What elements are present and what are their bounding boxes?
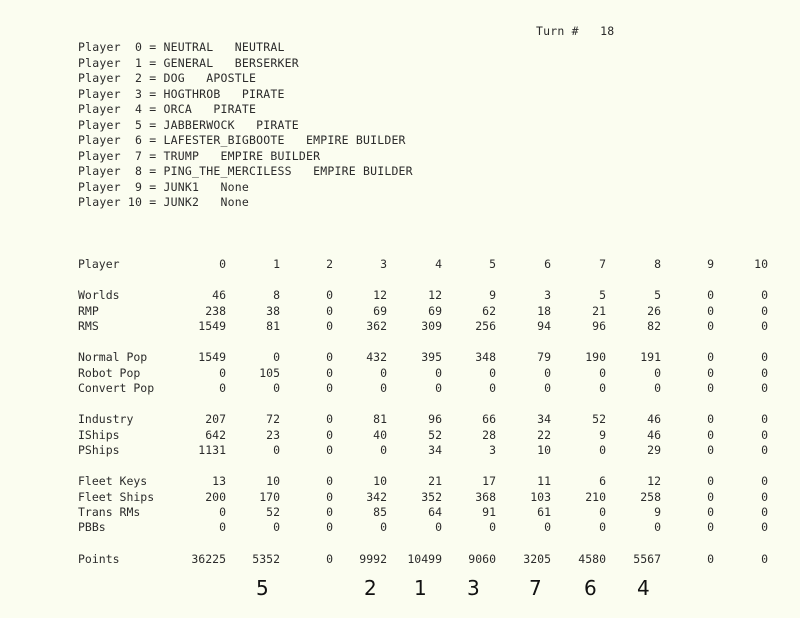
table-row: [0, 519, 800, 535]
cell: 1549: [198, 319, 226, 333]
table-row: [0, 442, 800, 458]
cell: 9: [654, 505, 661, 519]
table-row: [0, 303, 800, 319]
cell: 12: [647, 474, 661, 488]
cell: 0: [326, 381, 333, 395]
cell: 9: [707, 257, 714, 271]
cell: 1: [273, 257, 280, 271]
cell: 52: [428, 428, 442, 442]
table-row: [0, 318, 800, 334]
cell: 52: [592, 412, 606, 426]
cell: 0: [326, 412, 333, 426]
cell: 0: [707, 428, 714, 442]
cell: 0: [544, 381, 551, 395]
cell: 0: [761, 443, 768, 457]
row-label: IShips: [78, 428, 120, 442]
cell: 5: [489, 257, 496, 271]
table-row: [0, 287, 800, 303]
cell: 0: [273, 350, 280, 364]
cell: 81: [373, 412, 387, 426]
cell: 3: [380, 257, 387, 271]
cell: 61: [537, 505, 551, 519]
row-label: RMP: [78, 304, 99, 318]
cell: 9060: [468, 552, 496, 566]
cell: 69: [428, 304, 442, 318]
cell: 0: [707, 412, 714, 426]
cell: 22: [537, 428, 551, 442]
cell: 18: [537, 304, 551, 318]
cell: 0: [761, 505, 768, 519]
handwritten-rank: 3: [467, 576, 480, 600]
cell: 0: [761, 520, 768, 534]
cell: 0: [761, 304, 768, 318]
cell: 0: [599, 520, 606, 534]
cell: 79: [537, 350, 551, 364]
table-row: [0, 489, 800, 505]
row-label: Player: [78, 257, 120, 271]
cell: 9: [599, 428, 606, 442]
cell: 0: [761, 428, 768, 442]
cell: 200: [205, 490, 226, 504]
cell: 0: [326, 474, 333, 488]
cell: 103: [530, 490, 551, 504]
cell: 85: [373, 505, 387, 519]
table-row: [0, 427, 800, 443]
row-label: Worlds: [78, 288, 120, 302]
cell: 21: [592, 304, 606, 318]
cell: 26: [647, 304, 661, 318]
cell: 6: [544, 257, 551, 271]
cell: 0: [707, 520, 714, 534]
cell: 96: [592, 319, 606, 333]
cell: 191: [640, 350, 661, 364]
cell: 1549: [198, 350, 226, 364]
cell: 0: [707, 304, 714, 318]
cell: 0: [654, 366, 661, 380]
cell: 348: [475, 350, 496, 364]
header-row: [0, 256, 800, 272]
cell: 5: [654, 288, 661, 302]
cell: 72: [266, 412, 280, 426]
cell: 0: [707, 350, 714, 364]
cell: 0: [761, 350, 768, 364]
cell: 0: [489, 381, 496, 395]
cell: 258: [640, 490, 661, 504]
cell: 0: [707, 366, 714, 380]
cell: 0: [599, 381, 606, 395]
cell: 0: [219, 257, 226, 271]
cell: 0: [707, 381, 714, 395]
player-line: Player 10 = JUNK2 None: [78, 195, 249, 209]
cell: 256: [475, 319, 496, 333]
cell: 0: [326, 520, 333, 534]
cell: 0: [707, 474, 714, 488]
cell: 8: [654, 257, 661, 271]
cell: 5567: [633, 552, 661, 566]
player-line: Player 5 = JABBERWOCK PIRATE: [78, 117, 299, 132]
cell: 46: [212, 288, 226, 302]
cell: 91: [482, 505, 496, 519]
cell: 0: [761, 490, 768, 504]
cell: 0: [219, 366, 226, 380]
cell: 238: [205, 304, 226, 318]
table-row: [0, 504, 800, 520]
cell: 0: [380, 366, 387, 380]
handwritten-rank: 5: [256, 576, 269, 600]
cell: 0: [761, 366, 768, 380]
cell: 6: [599, 474, 606, 488]
cell: 11: [537, 474, 551, 488]
cell: 34: [428, 443, 442, 457]
cell: 368: [475, 490, 496, 504]
cell: 0: [761, 474, 768, 488]
player-line: Player 2 = DOG APOSTLE: [78, 71, 257, 85]
cell: 0: [326, 288, 333, 302]
cell: 3: [489, 443, 496, 457]
cell: 38: [266, 304, 280, 318]
cell: 642: [205, 428, 226, 442]
cell: 0: [435, 381, 442, 395]
cell: 40: [373, 428, 387, 442]
cell: 170: [259, 490, 280, 504]
cell: 0: [707, 288, 714, 302]
cell: 1131: [198, 443, 226, 457]
cell: 0: [761, 381, 768, 395]
cell: 0: [544, 366, 551, 380]
cell: 9992: [359, 552, 387, 566]
cell: 0: [435, 520, 442, 534]
cell: 29: [647, 443, 661, 457]
cell: 0: [326, 350, 333, 364]
player-line: Player 8 = PING_THE_MERCILESS EMPIRE BUILDER: [78, 164, 413, 178]
cell: 0: [326, 319, 333, 333]
row-label: Trans RMs: [78, 505, 141, 519]
player-line: Player 7 = TRUMP EMPIRE BUILDER: [78, 148, 321, 163]
cell: 0: [380, 381, 387, 395]
cell: 46: [647, 428, 661, 442]
cell: 4: [435, 257, 442, 271]
cell: 0: [544, 520, 551, 534]
cell: 62: [482, 304, 496, 318]
cell: 96: [428, 412, 442, 426]
handwritten-rank: 1: [414, 576, 427, 600]
row-label: Normal Pop: [78, 350, 148, 364]
cell: 309: [421, 319, 442, 333]
cell: 52: [266, 505, 280, 519]
handwritten-rank: 4: [637, 576, 650, 600]
cell: 10: [266, 474, 280, 488]
row-label: Fleet Keys: [78, 474, 148, 488]
cell: 105: [259, 366, 280, 380]
cell: 0: [326, 552, 333, 566]
cell: 0: [273, 381, 280, 395]
cell: 36225: [191, 552, 226, 566]
cell: 0: [326, 428, 333, 442]
cell: 0: [219, 505, 226, 519]
cell: 352: [421, 490, 442, 504]
cell: 0: [380, 520, 387, 534]
cell: 28: [482, 428, 496, 442]
table-row: [0, 349, 800, 365]
cell: 9: [489, 288, 496, 302]
row-label: Robot Pop: [78, 366, 141, 380]
table-row: [0, 411, 800, 427]
cell: 23: [266, 428, 280, 442]
cell: 17: [482, 474, 496, 488]
cell: 8: [273, 288, 280, 302]
cell: 46: [647, 412, 661, 426]
cell: 0: [326, 505, 333, 519]
cell: 4580: [578, 552, 606, 566]
cell: 10499: [407, 552, 442, 566]
player-line: Player 6 = LAFESTER_BIGBOOTE EMPIRE BUILDER: [78, 133, 406, 147]
cell: 0: [219, 381, 226, 395]
cell: 0: [326, 304, 333, 318]
cell: 10: [537, 443, 551, 457]
cell: 34: [537, 412, 551, 426]
player-line: Player 0 = NEUTRAL NEUTRAL: [78, 40, 285, 54]
cell: 21: [428, 474, 442, 488]
cell: 0: [273, 443, 280, 457]
cell: 0: [326, 443, 333, 457]
cell: 0: [761, 552, 768, 566]
cell: 82: [647, 319, 661, 333]
cell: 0: [707, 552, 714, 566]
cell: 0: [707, 443, 714, 457]
cell: 362: [366, 319, 387, 333]
cell: 0: [599, 443, 606, 457]
table-row: [0, 365, 800, 381]
table-row: [0, 473, 800, 489]
cell: 190: [585, 350, 606, 364]
row-label: PBBs: [78, 520, 106, 534]
cell: 0: [435, 366, 442, 380]
handwritten-rank: 6: [584, 576, 597, 600]
cell: 432: [366, 350, 387, 364]
cell: 0: [654, 520, 661, 534]
cell: 0: [654, 381, 661, 395]
handwritten-rank: 2: [364, 576, 377, 600]
row-label: Fleet Ships: [78, 490, 155, 504]
cell: 0: [599, 366, 606, 380]
cell: 5: [599, 288, 606, 302]
cell: 0: [707, 490, 714, 504]
cell: 69: [373, 304, 387, 318]
cell: 0: [761, 319, 768, 333]
cell: 0: [380, 443, 387, 457]
cell: 3205: [523, 552, 551, 566]
cell: 13: [212, 474, 226, 488]
cell: 0: [273, 520, 280, 534]
cell: 342: [366, 490, 387, 504]
cell: 12: [373, 288, 387, 302]
cell: 10: [754, 257, 768, 271]
cell: 66: [482, 412, 496, 426]
cell: 0: [707, 505, 714, 519]
cell: 3: [544, 288, 551, 302]
cell: 395: [421, 350, 442, 364]
player-line: Player 9 = JUNK1 None: [78, 179, 249, 194]
cell: 81: [266, 319, 280, 333]
cell: 10: [373, 474, 387, 488]
cell: 5352: [252, 552, 280, 566]
cell: 0: [761, 288, 768, 302]
cell: 0: [599, 505, 606, 519]
player-line: Player 1 = GENERAL BERSERKER: [78, 55, 299, 70]
table-row: [0, 551, 800, 567]
player-line: Player 4 = ORCA PIRATE: [78, 102, 257, 116]
cell: 2: [326, 257, 333, 271]
row-label: Convert Pop: [78, 381, 155, 395]
player-line: Player 3 = HOGTHROB PIRATE: [78, 86, 285, 101]
cell: 0: [761, 412, 768, 426]
cell: 0: [326, 490, 333, 504]
handwritten-rank: 7: [529, 576, 542, 600]
cell: 7: [599, 257, 606, 271]
cell: 0: [219, 520, 226, 534]
cell: 0: [326, 366, 333, 380]
cell: 12: [428, 288, 442, 302]
cell: 0: [489, 366, 496, 380]
cell: 0: [489, 520, 496, 534]
row-label: Industry: [78, 412, 134, 426]
row-label: PShips: [78, 443, 120, 457]
cell: 64: [428, 505, 442, 519]
cell: 94: [537, 319, 551, 333]
table-row: [0, 380, 800, 396]
cell: 210: [585, 490, 606, 504]
cell: 0: [707, 319, 714, 333]
turn-number: Turn # 18: [536, 24, 615, 38]
row-label: RMS: [78, 319, 99, 333]
row-label: Points: [78, 552, 120, 566]
cell: 207: [205, 412, 226, 426]
